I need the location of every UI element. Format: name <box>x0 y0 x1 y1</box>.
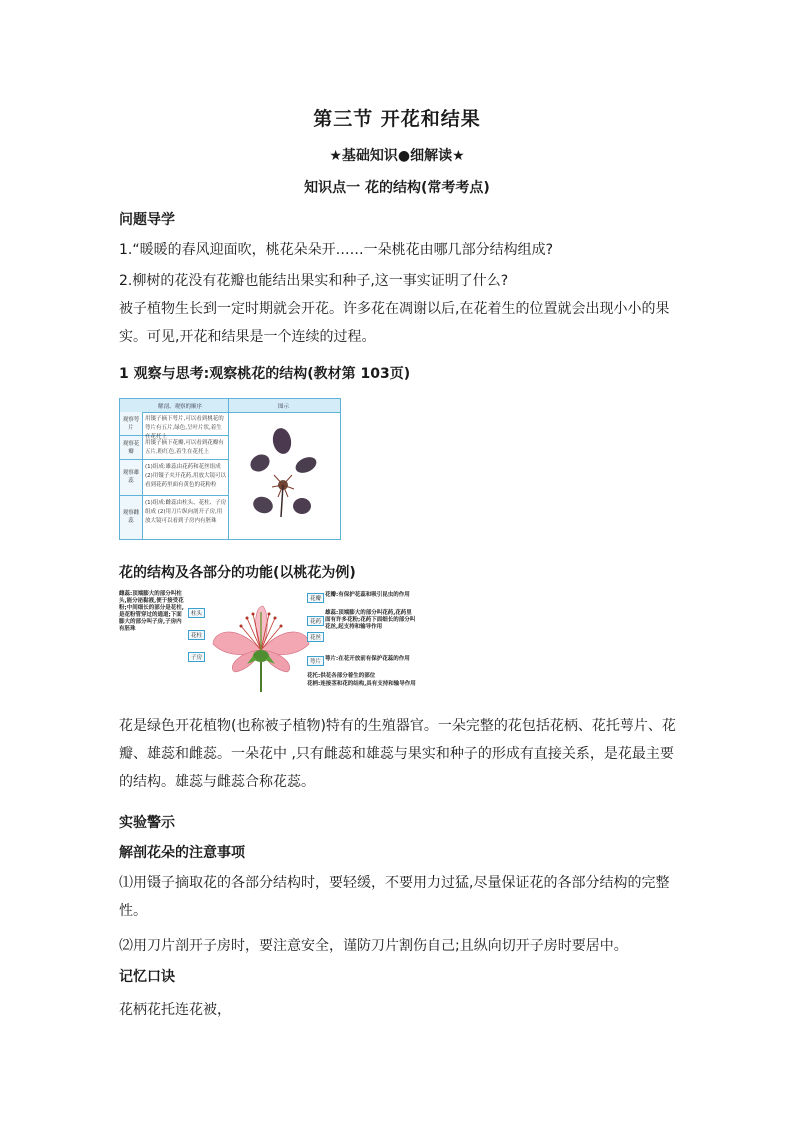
row-text: 用镊子摘下萼片,可以看到桃花的萼片有五片,绿色,呈叶片状,着生在花托上 <box>145 416 224 440</box>
row-label: 观察萼片 <box>122 417 140 431</box>
experiment-warning-heading: 实验警示 <box>119 815 175 831</box>
observation-table <box>119 398 341 540</box>
receptacle-note: 花托:供花各部分着生的部位 <box>307 673 376 679</box>
row-label: 观察雌蕊 <box>122 510 140 524</box>
note-2: ⑵用刀片剖开子房时，要注意安全，谨防刀片割伤自己;且纵向切开子房时要居中。 <box>119 938 628 954</box>
row-label: 观察花瓣 <box>122 441 140 455</box>
dissected-flower-illustration <box>230 413 340 539</box>
label-style: 花柱 <box>188 630 205 640</box>
page-title: 第三节 开花和结果 <box>313 108 481 130</box>
dissection-notes-heading: 解剖花朵的注意事项 <box>119 845 245 861</box>
table-header <box>120 399 340 413</box>
label-filament: 花丝 <box>307 632 324 642</box>
pedicel-note: 花柄:连接茎和花的结构,具有支持和输导作用 <box>307 681 416 687</box>
petal-note: 花瓣:有保护花蕊和吸引昆虫的作用 <box>325 592 410 598</box>
label-ovary: 子房 <box>188 652 205 662</box>
note-1: ⑴用镊子摘取花的各部分结构时，要轻缓，不要用力过猛,尽量保证花的各部分结构的完整性。 <box>119 875 670 919</box>
memory-heading: 记忆口诀 <box>119 969 175 985</box>
label-petal: 花瓣 <box>307 593 324 603</box>
question-2: 2.柳树的花没有花瓣也能结出果实和种子,这一事实证明了什么? <box>119 273 509 289</box>
row-text: 用镊子摘下花瓣,可以看到花瓣有五片,粉红色,着生在花托上 <box>145 440 224 455</box>
knowledge-point-title: 知识点一 花的结构(常考考点) <box>304 180 490 196</box>
row-text: (1)组成:雌蕊由柱头、花柱、子房组成 (2)用刀片纵向剖开子房,用放大镜可以看到子房内有胚珠 <box>145 500 227 524</box>
sepal-note: 萼片:在花开放前有保护花蕊的作用 <box>325 656 410 662</box>
row-text: (1)组成:雄蕊由花药和花丝组成 (2)用镊子夹开花药,用放大镜可以看到花药里面有黄色的花粉粒 <box>145 464 227 488</box>
label-stigma: 柱头 <box>188 608 205 618</box>
row-label: 观察雄蕊 <box>122 470 140 484</box>
flower-structure-diagram <box>119 590 419 702</box>
label-sepal: 萼片 <box>307 656 324 666</box>
label-anther: 花药 <box>307 616 324 626</box>
table-header-right: 图示 <box>278 404 290 410</box>
peach-flower-illustration <box>207 592 315 698</box>
table-header-left: 解剖、观察的顺序 <box>158 404 203 410</box>
flower-structure-paragraph: 花是绿色开花植物(也称被子植物)特有的生殖器官。一朵完整的花包括花柄、花托萼片、花瓣、雄蕊和雌蕊。一朵花中 ,只有雌蕊和雄蕊与果实和种子的形成有直接关系，是花最主要的结构。雄蕊与雌蕊合称花蕊。 <box>119 718 676 790</box>
question-1: 1.“暖暖的春风迎面吹，桃花朵朵开……一朵桃花由哪几部分结构组成? <box>119 242 554 258</box>
stamen-note: 雄蕊:顶端膨大的部分叫花药,花药里面有许多花粉;花药下面细长的部分叫花丝,起支持和输导作用 <box>325 610 416 630</box>
intro-paragraph: 被子植物生长到一定时期就会开花。许多花在凋谢以后,在花着生的位置就会出现小小的果实。可见,开花和结果是一个连续的过程。 <box>119 301 670 345</box>
function-heading: 花的结构及各部分的功能(以桃花为例) <box>119 565 356 581</box>
pistil-note: 雌蕊:顶端膨大的部分叫柱头,能分泌黏液,便于接受花粉;中间细长的部分是花柱,是花粉管穿过的通道;下面膨大的部分叫子房,子房内有胚珠 <box>119 591 184 632</box>
section-subtitle: ★基础知识●细解读★ <box>329 148 465 164</box>
memory-line: 花柄花托连花被， <box>119 1002 231 1018</box>
observe-heading: 1 观察与思考:观察桃花的结构(教材第 103页) <box>119 366 411 382</box>
guide-heading: 问题导学 <box>119 212 175 228</box>
